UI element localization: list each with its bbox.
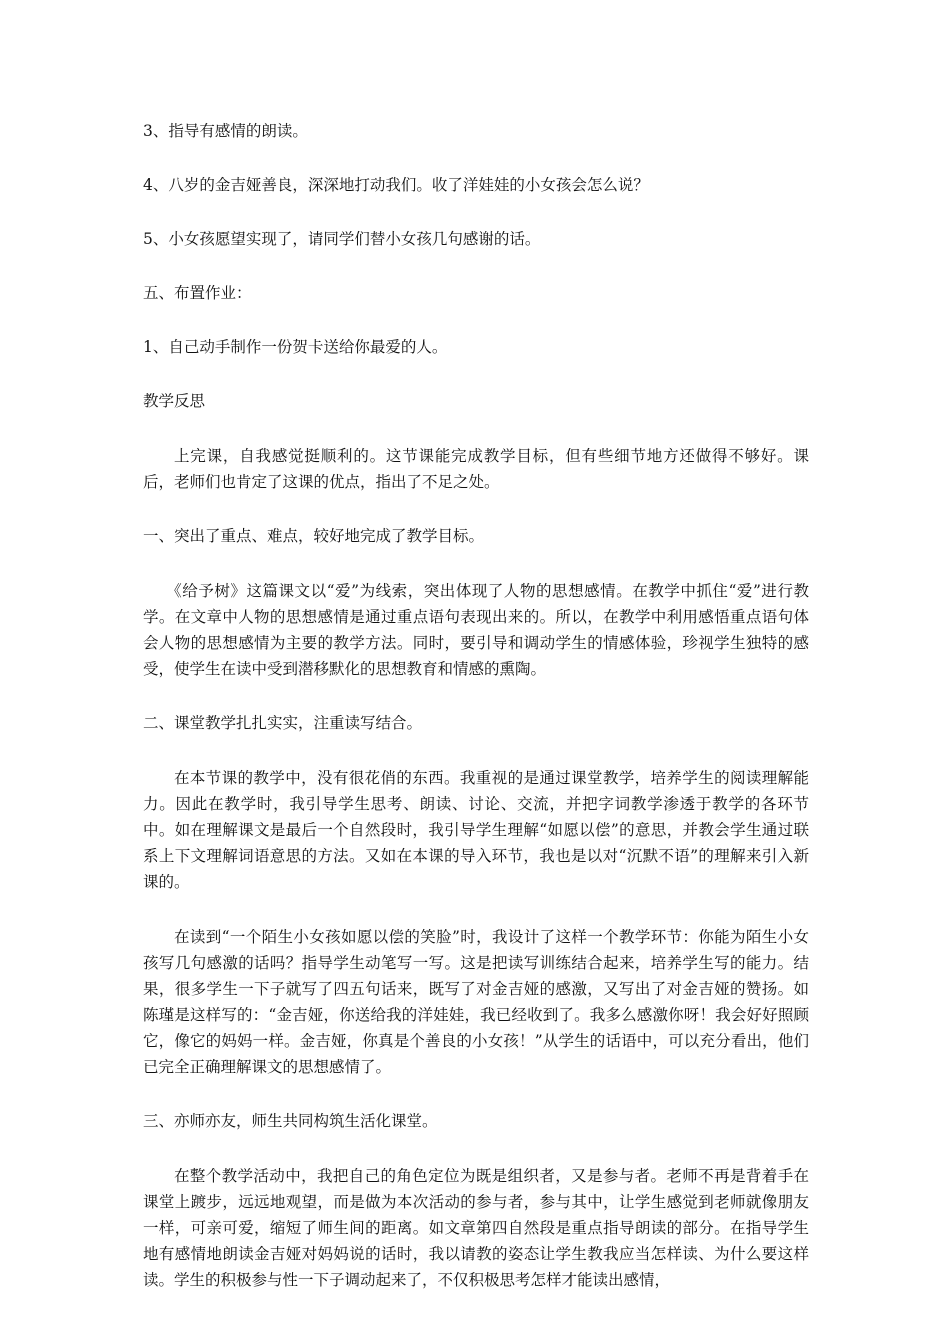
homework-heading: 五、布置作业： — [143, 284, 252, 302]
reflection-title: 教学反思 — [143, 392, 206, 410]
section-3-heading: 三、亦师亦友，师生共同构筑生活化课堂。 — [143, 1112, 438, 1130]
section-1-body: 《给予树》这篇课文以“爱”为线索，突出体现了人物的思想感情。在教学中抓住“爱”进行教学。在文章中人物的思想感情是通过重点语句表现出来的。所以，在教学中利用感悟重点语句体会人物的思想感情为主要的教学方法。同时，要引导和调动学生的情感体验，珍视学生独特的感受，使学生在读中受到潜移默化的思想教育和情感的熏陶。 — [143, 582, 809, 678]
section-2-body-2: 在读到“一个陌生小女孩如愿以偿的笑脸”时，我设计了这样一个教学环节：你能为陌生小女孩写几句感激的话吗？指导学生动笔写一写。这是把读写训练结合起来，培养学生写的能力。结果，很多学生一下子就写了四五句话来，既写了对金吉娅的感激，又写出了对金吉娅的赞扬。如陈瑾是这样写的：“金吉娅，你送给我的洋娃娃，我已经收到了。我多么感激你呀！我会好好照顾它，像它的妈妈一样。金吉娅，你真是个善良的小女孩！”从学生的话语中，可以充分看出，他们已完全正确理解课文的思想感情了。 — [143, 928, 809, 1076]
list-item-5: 5、小女孩愿望实现了，请同学们替小女孩几句感谢的话。 — [143, 230, 541, 248]
document-body — [143, 119, 809, 1322]
section-3-body: 在整个教学活动中，我把自己的角色定位为既是组织者，又是参与者。老师不再是背着手在课堂上踱步，远远地观望，而是做为本次活动的参与者，参与其中，让学生感觉到老师就像朋友一样，可亲可爱，缩短了师生间的距离。如文章第四自然段是重点指导朗读的部分。在指导学生地有感情地朗读金吉娅对妈妈说的话时，我以请教的姿态让学生教我应当怎样读、为什么要这样读。学生的积极参与性一下子调动起来了，不仅积极思考怎样才能读出感情， — [143, 1167, 809, 1289]
homework-item-1: 1、自己动手制作一份贺卡送给你最爱的人。 — [143, 338, 448, 356]
section-2-body-1: 在本节课的教学中，没有很花俏的东西。我重视的是通过课堂教学，培养学生的阅读理解能力。因此在教学时，我引导学生思考、朗读、讨论、交流，并把字词教学渗透于教学的各环节中。如在理解课文是最后一个自然段时，我引导学生理解“如愿以偿”的意思，并教会学生通过联系上下文理解词语意思的方法。又如在本课的导入环节，我也是以对“沉默不语”的理解来引入新课的。 — [143, 769, 809, 891]
section-2-heading: 二、课堂教学扎扎实实，注重读写结合。 — [143, 714, 423, 732]
reflection-intro: 上完课，自我感觉挺顺利的。这节课能完成教学目标，但有些细节地方还做得不够好。课后，老师们也肯定了这课的优点，指出了不足之处。 — [143, 447, 809, 491]
list-item-3: 3、指导有感情的朗读。 — [143, 122, 308, 140]
section-1-heading: 一、突出了重点、难点，较好地完成了教学目标。 — [143, 527, 485, 545]
list-item-4: 4、八岁的金吉娅善良，深深地打动我们。收了洋娃娃的小女孩会怎么说？ — [143, 176, 649, 194]
